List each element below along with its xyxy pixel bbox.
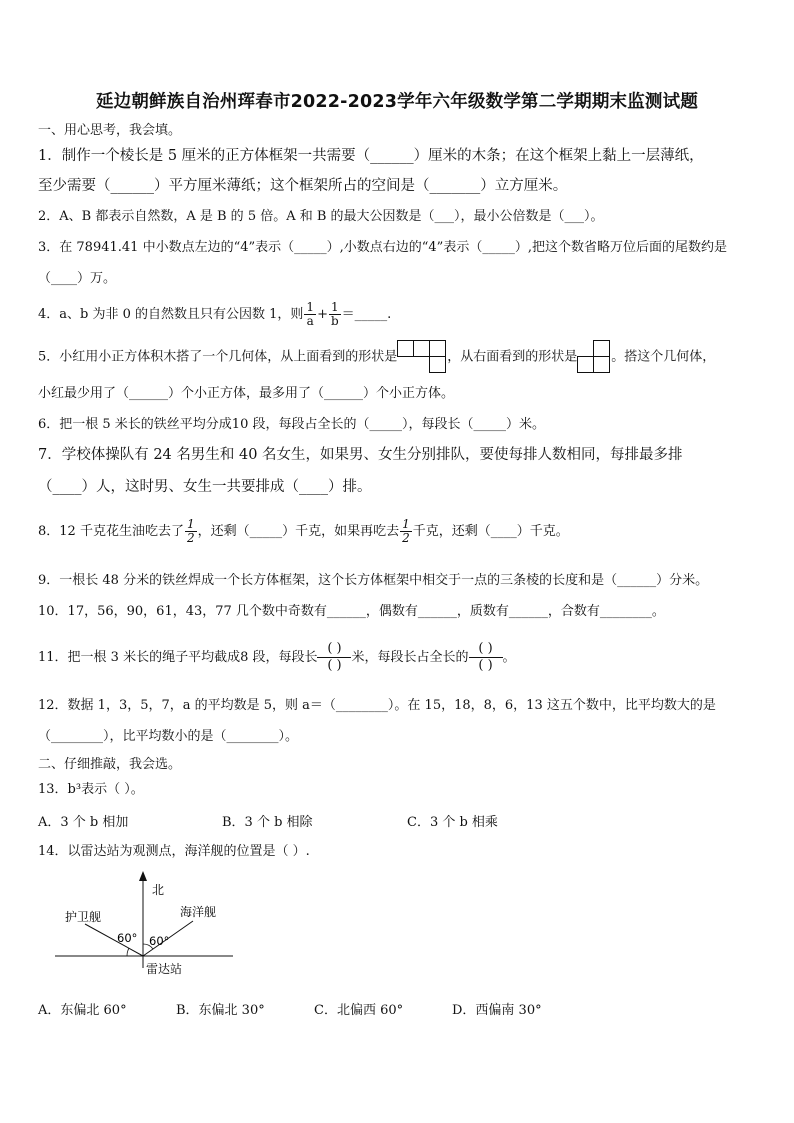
question-13-option-a: A．3 个 b 相加 — [38, 815, 129, 830]
question-8-text-a: 8．12 千克花生油吃去了 — [38, 524, 184, 539]
fraction-numerator-blank: ( ) — [469, 641, 503, 658]
fraction-numerator: 1 — [402, 517, 410, 531]
question-1-line-2: 至少需要（______）平方厘米薄纸；这个框架所占的空间是（_______）立方厘米。 — [38, 178, 568, 194]
question-6: 6．把一根 5 米长的铁丝平均分成10 段，每段占全长的（_____），每段长（_____）米。 — [38, 417, 545, 432]
section-heading-1: 一、用心思考，我会填。 — [38, 123, 182, 138]
north-arrow-icon — [139, 871, 147, 881]
fraction-1-over-a — [304, 301, 316, 328]
question-5-line-1 — [38, 340, 715, 375]
fraction-denominator: 2 — [186, 531, 195, 545]
angle-arc-left — [127, 948, 129, 956]
top-view-grid-icon — [397, 340, 447, 374]
question-5-text-c: 。搭这个几何体， — [611, 349, 716, 365]
escort-label: 护卫舰 — [65, 910, 102, 924]
question-11-text-a: 11．把一根 3 米长的绳子平均截成8 段，每段长 — [38, 650, 318, 665]
section-heading-2: 二、仔细推敲，我会选。 — [38, 757, 182, 772]
fraction-numerator-blank: ( ) — [317, 641, 351, 658]
question-14-option-d: D．西偏南 30° — [452, 1003, 542, 1018]
ocean-ship-label: 海洋舰 — [180, 905, 217, 919]
question-14-option-c: C．北偏西 60° — [314, 1003, 404, 1018]
question-3-line-2: （____）万。 — [38, 271, 117, 286]
fraction-one-half-a — [185, 518, 197, 545]
question-1-line-1: 1．制作一个棱长是 5 厘米的正方体框架一共需要（______）厘米的木条；在这个框架上黏上一层薄纸， — [38, 148, 704, 164]
angle-left-label: 60° — [117, 931, 138, 945]
fraction-numerator: 1 — [186, 517, 195, 531]
question-14-option-b: B．东偏北 30° — [176, 1003, 265, 1018]
fraction-1-over-b — [329, 301, 341, 328]
fraction-one-half-b — [400, 518, 412, 545]
question-13-option-b: B．3 个 b 相除 — [222, 815, 313, 830]
question-12-line-2: （________），比平均数小的是（________）。 — [38, 729, 299, 744]
question-4-answer-blank: ＝_____. — [341, 307, 392, 322]
question-9: 9．一根长 48 分米的铁丝焊成一个长方体框架，这个长方体框架中相交于一点的三条棱的长度和是（______）分米。 — [38, 573, 709, 588]
question-12-line-1: 12．数据 1，3，5，7，a 的平均数是 5，则 a＝（________）。在 15，18，8，6，13 这五个数中，比平均数大的是 — [38, 698, 716, 713]
fraction-numerator: 1 — [329, 301, 341, 315]
question-3-line-1: 3．在 78941.41 中小数点左边的“4”表示（_____）,小数点右边的“4”表示（_____）,把这个数省略万位后面的尾数约是 — [38, 240, 727, 255]
question-4 — [38, 300, 391, 330]
fraction-denominator: a — [306, 314, 314, 328]
question-4-text: 4．a、b 为非 0 的自然数且只有公因数 1，则 — [38, 307, 304, 322]
question-13-option-c: C．3 个 b 相乘 — [407, 815, 498, 830]
question-7-line-1: 7．学校体操队有 24 名男生和 40 名女生，如果男、女生分别排队，要使每排人数相同，每排最多排 — [38, 447, 683, 463]
question-11 — [38, 638, 516, 678]
fraction-blank-share — [469, 641, 503, 674]
question-11-text-b: 米，每段长占全长的 — [351, 650, 469, 665]
fraction-denominator: b — [330, 314, 339, 328]
question-8-text-c: 千克，还剩（____）千克。 — [412, 524, 569, 539]
fraction-denominator-blank: ( ) — [478, 658, 493, 673]
question-10: 10．17，56，90，61，43，77 几个数中奇数有______，偶数有______，质数有______，合数有________。 — [38, 604, 665, 619]
fraction-denominator: 2 — [402, 531, 410, 545]
question-7-line-2: （____）人，这时男、女生一共要排成（____）排。 — [38, 479, 372, 495]
station-label: 雷达站 — [146, 962, 183, 976]
angle-right-label: 60° — [149, 934, 170, 948]
question-8 — [38, 512, 569, 552]
right-view-grid-icon — [577, 340, 611, 374]
question-5-text-a: 5．小红用小正方体积木搭了一个几何体，从上面看到的形状是 — [38, 349, 398, 365]
question-8-text-b: ，还剩（_____）千克，如果再吃去 — [197, 524, 400, 539]
question-2: 2．A、B 都表示自然数，A 是 B 的 5 倍。A 和 B 的最大公因数是（___），最小公倍数是（___）。 — [38, 209, 604, 224]
fraction-numerator: 1 — [306, 300, 315, 314]
plus-sign: + — [317, 307, 328, 322]
question-14-stem: 14．以雷达站为观测点，海洋舰的位置是（ ）. — [38, 844, 310, 859]
fraction-blank-length — [317, 641, 351, 674]
north-label: 北 — [152, 883, 165, 897]
question-5-text-b: ，从右面看到的形状是 — [447, 349, 578, 365]
question-14-option-a: A．东偏北 60° — [38, 1003, 127, 1018]
question-5-line-2: 小红最少用了（______）个小正方体，最多用了（______）个小正方体。 — [38, 386, 455, 401]
radar-direction-diagram — [55, 868, 245, 980]
page-title: 延边朝鲜族自治州珲春市2022-2023学年六年级数学第二学期期末监测试题 — [95, 92, 699, 112]
fraction-denominator-blank: ( ) — [327, 658, 342, 673]
question-13-stem: 13．b³表示（ ）。 — [38, 782, 144, 797]
question-11-text-c: 。 — [502, 650, 516, 665]
